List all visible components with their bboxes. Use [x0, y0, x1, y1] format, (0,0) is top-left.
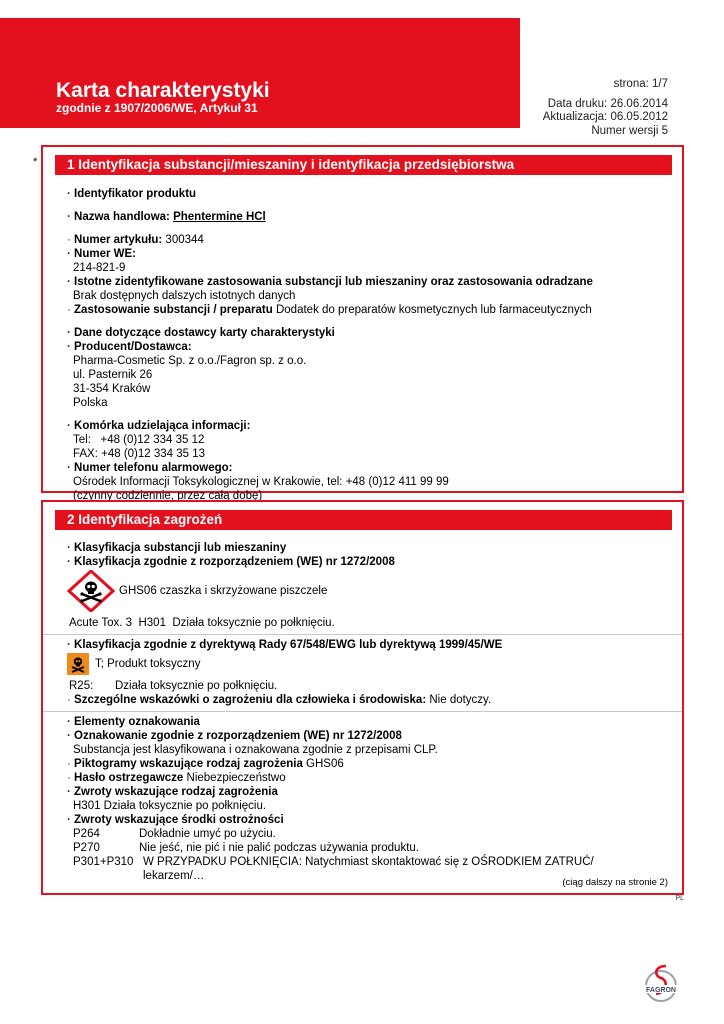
- producer-label: · Producent/Dostawca:: [67, 341, 192, 353]
- producer-line: Pharma-Cosmetic Sp. z o.o./Fagron sp. z o.o.: [73, 355, 307, 367]
- classification-heading: · Klasyfikacja substancji lub mieszaniny: [67, 542, 287, 554]
- producer-line: 31-354 Kraków: [73, 383, 151, 395]
- signal-word: · Hasło ostrzegawcze Niebezpieczeństwo: [67, 772, 286, 784]
- fax-number: FAX: +48 (0)12 334 35 13: [73, 448, 206, 460]
- producer-line: ul. Pasternik 26: [73, 369, 153, 381]
- labelling-text: Substancja jest klasyfikowana i oznakowana zgodnie z przepisami CLP.: [73, 744, 438, 756]
- phone-number: Tel: +48 (0)12 334 35 12: [73, 434, 205, 446]
- identified-uses-text: Brak dostępnych dalszych istotnych danych: [73, 290, 296, 302]
- document-subtitle: zgodnie z 1907/2006/WE, Artykuł 31: [56, 101, 258, 115]
- ghs06-pictogram-row: [67, 570, 670, 612]
- update-date: Aktualizacja: 06.05.2012: [542, 111, 668, 123]
- special-hazard-notes: · Szczególne wskazówki o zagrożeniu dla człowieka i środowiska: Nie dotyczy.: [67, 694, 492, 706]
- fagron-logo-icon: [636, 962, 686, 1012]
- ghs06-skull-icon: [67, 570, 115, 612]
- product-identifier-heading: · Identyfikator produktu: [67, 188, 197, 200]
- supplier-heading: · Dane dotyczące dostawcy karty charakterystyki: [67, 327, 335, 339]
- labelling-label: · Oznakowanie zgodnie z rozporządzeniem (WE) nr 1272/2008: [67, 730, 402, 742]
- precaution-continuation: lekarzem/…: [143, 870, 205, 882]
- toxic-t-symbol-icon: [67, 653, 89, 675]
- dsd-classification-label: · Klasyfikacja zgodnie z dyrektywą Rady 67/548/EWG lub dyrektywą 1999/45/WE: [67, 639, 503, 651]
- section-1: [41, 145, 684, 502]
- trade-name: · Nazwa handlowa: Phentermine HCl: [67, 211, 266, 223]
- precaution-row: P270 Nie jeść, nie pić i nie palić podczas używania produktu.: [73, 842, 419, 854]
- divider: [43, 711, 682, 712]
- hazard-statement-h301: H301 Działa toksycznie po połknięciu.: [73, 800, 267, 812]
- application: · Zastosowanie substancji / preparatu Dodatek do preparatów kosmetycznych lub farmaceutycznych: [67, 304, 592, 316]
- we-number-label: · Numer WE:: [67, 248, 137, 260]
- precaution-row: P264 Dokładnie umyć po użyciu.: [73, 828, 276, 840]
- pictograms: · Piktogramy wskazujące rodzaj zagrożenia GHS06: [67, 758, 344, 770]
- info-contact-label: · Komórka udzielająca informacji:: [67, 420, 251, 432]
- identified-uses-label: · Istotne zidentyfikowane zastosowania substancji lub mieszaniny oraz zastosowania odradzane: [67, 276, 593, 288]
- change-marker: *: [33, 156, 38, 168]
- toxic-symbol-row: [67, 653, 670, 675]
- hazard-statements-label: · Zwroty wskazujące rodzaj zagrożenia: [67, 786, 278, 798]
- emergency-hours: (czynny codziennie, przez całą dobę): [73, 490, 263, 502]
- trade-name-value: Phentermine HCl: [173, 211, 266, 223]
- article-number: · Numer artykułu: 300344: [67, 234, 204, 246]
- logo-text: FAGRON: [646, 987, 676, 994]
- toxic-symbol-label: T; Produkt toksyczny: [95, 658, 201, 670]
- footer-rule: [41, 893, 684, 895]
- divider: [43, 634, 682, 635]
- language-code: PL: [675, 895, 684, 902]
- section-1-body: [67, 187, 670, 503]
- label-elements-heading: · Elementy oznakowania: [67, 716, 200, 728]
- we-number-value: 214-821-9: [73, 262, 126, 274]
- document-meta: [543, 78, 668, 138]
- page-number: strona: 1/7: [613, 78, 668, 90]
- producer-line: Polska: [73, 397, 108, 409]
- continued-note: (ciąg dalszy na stronie 2): [562, 877, 668, 888]
- print-date: Data druku: 26.06.2014: [547, 97, 668, 110]
- version-number: Numer wersji 5: [591, 124, 668, 137]
- precautionary-statements-label: · Zwroty wskazujące środki ostrożności: [67, 814, 284, 826]
- r-phrase-r25: R25: Działa toksycznie po połknięciu.: [69, 680, 278, 692]
- section-2-title: 2 Identyfikacja zagrożeń: [55, 510, 672, 530]
- ghs06-label: GHS06 czaszka i skrzyżowane piszczele: [119, 585, 328, 597]
- emergency-phone-label: · Numer telefonu alarmowego:: [67, 462, 233, 474]
- section-1-title: 1 Identyfikacja substancji/mieszaniny i identyfikacja przedsiębiorstwa: [55, 155, 672, 175]
- clp-classification-label: · Klasyfikacja zgodnie z rozporządzeniem (WE) nr 1272/2008: [67, 556, 395, 568]
- precaution-row: P301+P310 W PRZYPADKU POŁKNIĘCIA: Natychmiast skontaktować się z OŚRODKIEM ZATRUĆ/: [73, 856, 594, 868]
- section-2: [41, 500, 684, 895]
- document-title: Karta charakterystyki: [56, 79, 270, 102]
- section-2-body: [67, 541, 670, 883]
- emergency-phone-text: Ośrodek Informacji Toksykologicznej w Krakowie, tel: +48 (0)12 411 99 99: [73, 476, 449, 488]
- acute-tox-classification: Acute Tox. 3 H301 Działa toksycznie po połknięciu.: [69, 617, 335, 629]
